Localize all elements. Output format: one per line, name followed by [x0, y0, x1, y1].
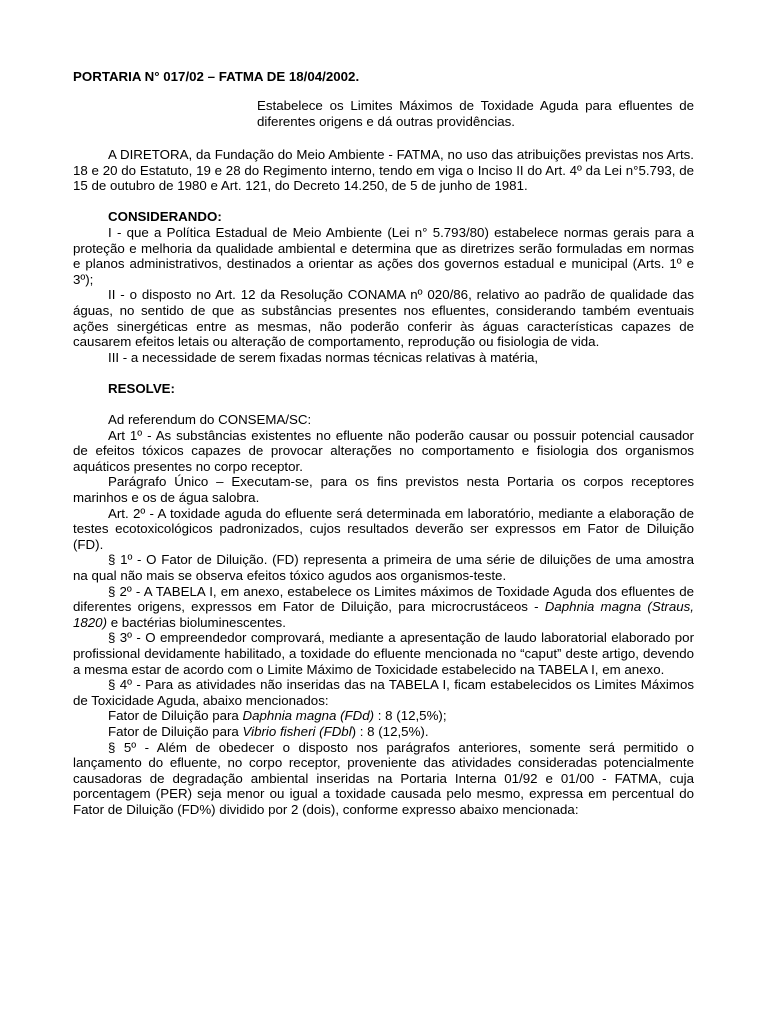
paragraph-2 — [73, 584, 694, 631]
limit-vibrio-value: ) : 8 (12,5%). — [351, 723, 429, 739]
considerando-heading: CONSIDERANDO: — [108, 209, 222, 225]
considerando-item-2: II - o disposto no Art. 12 da Resolução CONAMA nº 020/86, relativo ao padrão de qualidade das águas, no sentido de que as substâncias presentes nos efluentes, considerando também eventuais ações sinergéticas entre as mesmas, não poderão conferir às águas características capazes de causarem efeitos letais ou alteração de comportamento, reprodução ou fisiologia de vida. — [73, 287, 694, 350]
limit-vibrio-species: Vibrio fisheri (FDbl — [242, 723, 352, 739]
limit-daphnia-label: Fator de Diluição para — [108, 708, 239, 724]
preamble-paragraph: A DIRETORA, da Fundação do Meio Ambiente - FATMA, no uso das atribuições previstas nos Arts. 18 e 20 do Estatuto, 19 e 28 do Regimento interno, tendo em viga o Inciso II do Art. 4º da Lei n°5.793, de 15 de outubro de 1980 e Art. 121, do Decreto 14.250, de 5 de junho de 1981. — [73, 147, 694, 194]
considerando-item-1: I - que a Política Estadual de Meio Ambiente (Lei n° 5.793/80) estabelece normas gerais para a proteção e melhoria da qualidade ambiental e determina que as diretrizes serão formuladas em normas e planos administrativos, destinados a orientar as ações dos governos estadual e municipal (Arts. 1º e 3º); — [73, 224, 694, 287]
article-2: Art. 2º - A toxidade aguda do efluente será determinada em laboratório, mediante a elaboração de testes ecotoxicológicos padronizados, cujos resultados deverão ser expressos em Fator de Diluição (FD). — [73, 505, 694, 552]
limit-daphnia-species: Daphnia magna (FDd) — [242, 708, 375, 724]
paragraph-5: § 5º - Além de obedecer o disposto nos parágrafos anteriores, somente será permitido o lançamento do efluente, no corpo receptor, proveniente das atividades consideradas potencialmente causadoras de degradação ambiental inseridas na Portaria Interna 01/92 e 01/00 - FATMA, cuja porcentagem (PER) seja menor ou igual a toxidade causada pelo mesmo, expressa em percentual do Fator de Diluição (FD%) dividido por 2 (dois), conforme expresso abaixo mencionada: — [73, 739, 694, 817]
paragraph-2-species: Daphnia magna (Straus, 1820) — [73, 599, 694, 630]
paragrafo-unico: Parágrafo Único – Executam-se, para os fins previstos nesta Portaria os corpos receptores marinhos e os de água salobra. — [73, 474, 694, 506]
ad-referendum: Ad referendum do CONSEMA/SC: — [108, 412, 312, 428]
limit-vibrio — [73, 724, 694, 740]
resolve-heading: RESOLVE: — [108, 380, 175, 396]
paragraph-2-text: § 2º - A TABELA I, em anexo, estabelece os Limites máximos de Toxidade Aguda dos efluentes de diferentes origens, expressos em Fator de Diluição, para microcrustáceos - — [73, 583, 694, 615]
limit-daphnia-value: : 8 (12,5%); — [377, 708, 447, 724]
limit-daphnia — [73, 708, 694, 724]
paragraph-2-end: e bactérias bioluminescentes. — [110, 614, 286, 630]
paragraph-4: § 4º - Para as atividades não inseridas das na TABELA I, ficam estabelecidos os Limites Máximos de Toxicidade Aguda, abaixo mencionados: — [73, 677, 694, 708]
article-1: Art 1º - As substâncias existentes no efluente não poderão causar ou possuir potencial causador de efeitos tóxicos capazes de provocar alterações no comportamento e fisiologia dos organismos aquáticos presentes no corpo receptor. — [73, 427, 694, 474]
document-body — [73, 147, 694, 818]
paragraph-3: § 3º - O empreendedor comprovará, mediante a apresentação de laudo laboratorial elaborado por profissional devidamente habilitado, a toxidade do efluente mencionada no “caput” deste artigo, devendo a mesma estar de acordo com o Limite Máximo de Toxicidade estabelecido na TABELA I, em anexo. — [73, 630, 694, 677]
paragraph-1: § 1º - O Fator de Diluição. (FD) representa a primeira de uma série de diluições de uma amostra na qual não mais se observa efeitos tóxico agudos aos organismos-teste. — [73, 552, 694, 584]
considerando-item-3: III - a necessidade de serem fixadas normas técnicas relativas à matéria, — [108, 349, 539, 365]
ementa: Estabelece os Limites Máximos de Toxidade Aguda para efluentes de diferentes origens e dá outras providências. — [257, 98, 694, 129]
limit-vibrio-label: Fator de Diluição para — [108, 723, 239, 739]
document-title: PORTARIA N° 017/02 – FATMA DE 18/04/2002. — [73, 69, 360, 84]
